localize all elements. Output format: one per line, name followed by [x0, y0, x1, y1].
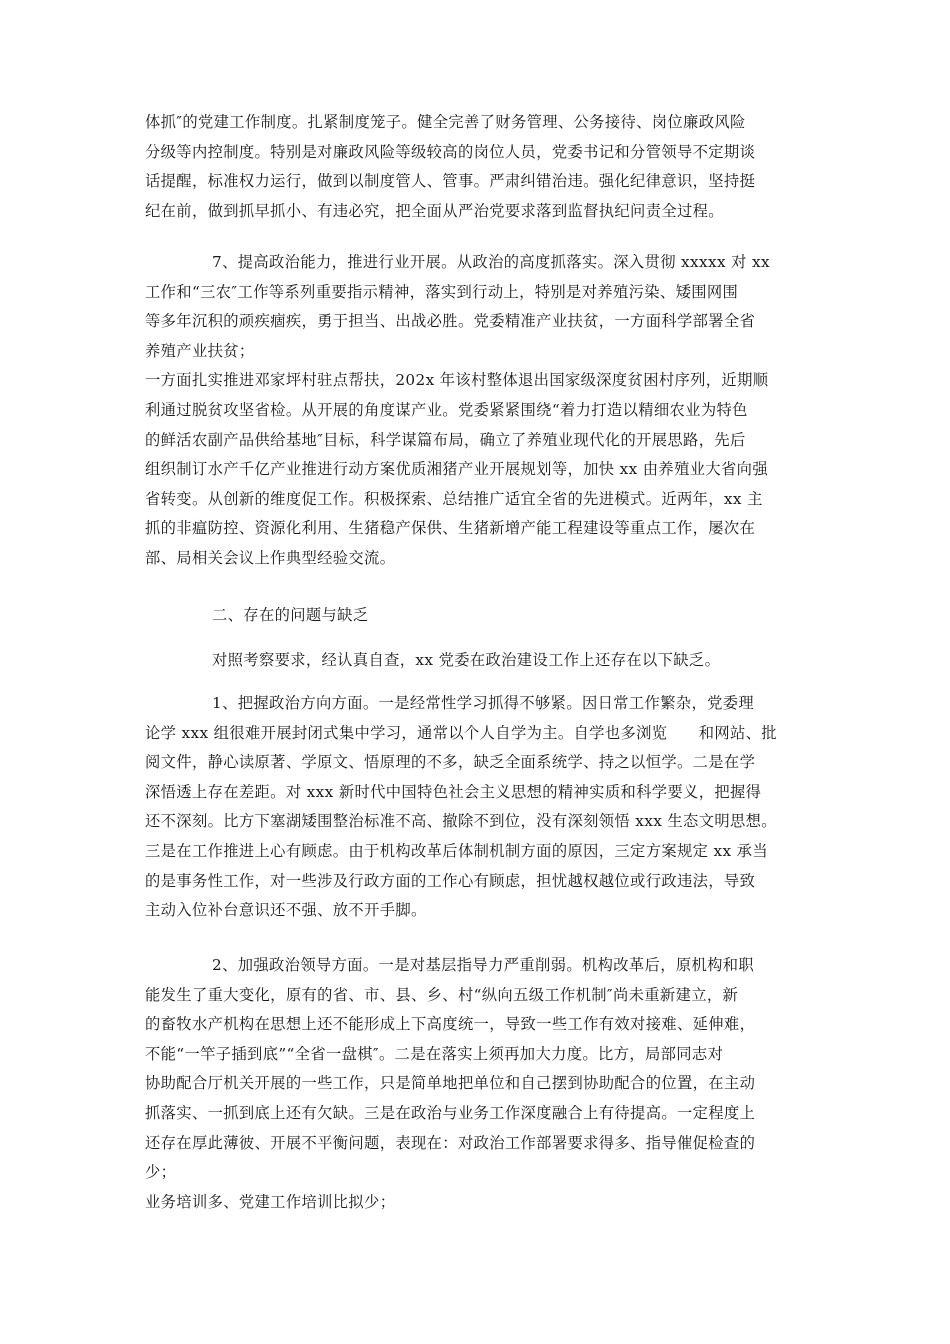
section-heading-text: 二、存在的问题与缺乏	[212, 606, 369, 624]
text-line: 组织制订水产千亿产业推进行动方案优质湘猪产业开展规划等，加快 xx 由养殖业大省向强	[145, 460, 768, 479]
text-line: 抓的非瘟防控、资源化利用、生猪稳产保供、生猪新增产能工程建设等重点工作，屡次在	[145, 519, 756, 538]
text-line: 等多年沉积的顽疾痼疾，勇于担当、出战必胜。党委精准产业扶贫，一方面科学部署全省	[145, 312, 756, 331]
text-line: 还不深刻。比方下塞湖矮围整治标准不高、撤除不到位，没有深刻领悟 xxx 生态文明思想。	[145, 812, 777, 831]
text-line: 1、把握政治方向方面。一是经常性学习抓得不够紧。因日常工作繁杂，党委理	[212, 694, 755, 712]
text-line: 养殖产业扶贫；	[145, 341, 255, 360]
text-line: 的是事务性工作，对一些涉及行政方面的工作心有顾虑，担忧越权越位或行政违法，导致	[145, 871, 756, 890]
text-line: 体抓″的党建工作制度。扎紧制度笼子。健全完善了财务管理、公务接待、岗位廉政风险	[145, 113, 746, 131]
text-line: 话提醒，标准权力运行，做到以制度管人、管事。严肃纠错治违。强化纪律意识，坚持挺	[145, 172, 756, 191]
text-line: 阅文件，静心读原著、学原文、悟原理的不多，缺乏全面系统学、持之以恒学。二是在学	[145, 753, 756, 772]
paragraph-party-building-system	[145, 108, 807, 226]
text-line: 7、提高政治能力，推进行业开展。从政治的高度抓落实。深入贯彻 xxxxx 对 xx	[212, 253, 770, 271]
paragraph-political-leadership	[145, 951, 807, 1217]
text-line: 论学 xxx 组很难开展封闭式集中学习，通常以个人自学为主。自学也多浏览 和网站、批	[145, 723, 777, 742]
text-line: 深悟透上存在差距。对 xxx 新时代中国特色社会主义思想的精神实质和科学要义，把握得	[145, 782, 762, 801]
text-line: 主动入位补台意识还不强、放不开手脚。	[145, 901, 427, 920]
text-line: 少；	[145, 1163, 177, 1182]
text-line: 分级等内控制度。特别是对廉政风险等级较高的岗位人员，党委书记和分管领导不定期谈	[145, 142, 756, 161]
paragraph-self-check-intro	[145, 646, 807, 676]
text-line: 协助配合厅机关开展的一些工作，只是简单地把单位和自己摆到协助配合的位置，在主动	[145, 1074, 756, 1093]
paragraph-political-ability	[145, 248, 807, 574]
text-line: 2、加强政治领导方面。一是对基层指导力严重削弱。机构改革后，原机构和职	[212, 956, 755, 974]
text-line: 省转变。从创新的维度促工作。积极探索、总结推广适宜全省的先进模式。近两年，xx 主	[145, 489, 763, 508]
text-line: 能发生了重大变化，原有的省、市、县、乡、村“纵向五级工作机制″尚未重新建立，新	[145, 985, 739, 1004]
text-line: 的鲜活农副产品供给基地″目标，科学谋篇布局，确立了养殖业现代化的开展思路，先后	[145, 430, 746, 449]
text-line: 部、局相关会议上作典型经验交流。	[145, 548, 396, 567]
text-line: 还存在厚此薄彼、开展不平衡问题，表现在：对政治工作部署要求得多、指导催促检查的	[145, 1133, 756, 1152]
text-line: 三是在工作推进上心有顾虑。由于机构改革后体制机制方面的原因，三定方案规定 xx 承当	[145, 841, 768, 860]
text-line: 纪在前，做到抓早抓小、有违必究，把全面从严治党要求落到监督执纪问责全过程。	[145, 201, 724, 220]
paragraph-political-direction	[145, 689, 807, 926]
text-line: 对照考察要求，经认真自查，xx 党委在政治建设工作上还存在以下缺乏。	[212, 651, 721, 669]
text-line: 不能“一竿子插到底”“全省一盘棋″。二是在落实上须再加大力度。比方，局部同志对	[145, 1044, 724, 1063]
text-line: 业务培训多、党建工作培训比拟少；	[145, 1192, 396, 1211]
text-line: 一方面扎实推进邓家坪村驻点帮扶，202x 年该村整体退出国家级深度贫困村序列，近期顺	[145, 371, 769, 390]
text-line: 的畜牧水产机构在思想上还不能形成上下高度统一，导致一些工作有效对接难、延伸难，	[145, 1015, 756, 1034]
text-line: 利通过脱贫攻坚省检。从开展的角度谋产业。党委紧紧围绕“着力打造以精细农业为特色	[145, 400, 748, 419]
text-line: 工作和“三农″工作等系列重要指示精神，落实到行动上，特别是对养殖污染、矮围网围	[145, 282, 739, 301]
text-line: 抓落实、一抓到底上还有欠缺。三是在政治与业务工作深度融合上有待提高。一定程度上	[145, 1103, 756, 1122]
section-heading	[145, 601, 807, 631]
